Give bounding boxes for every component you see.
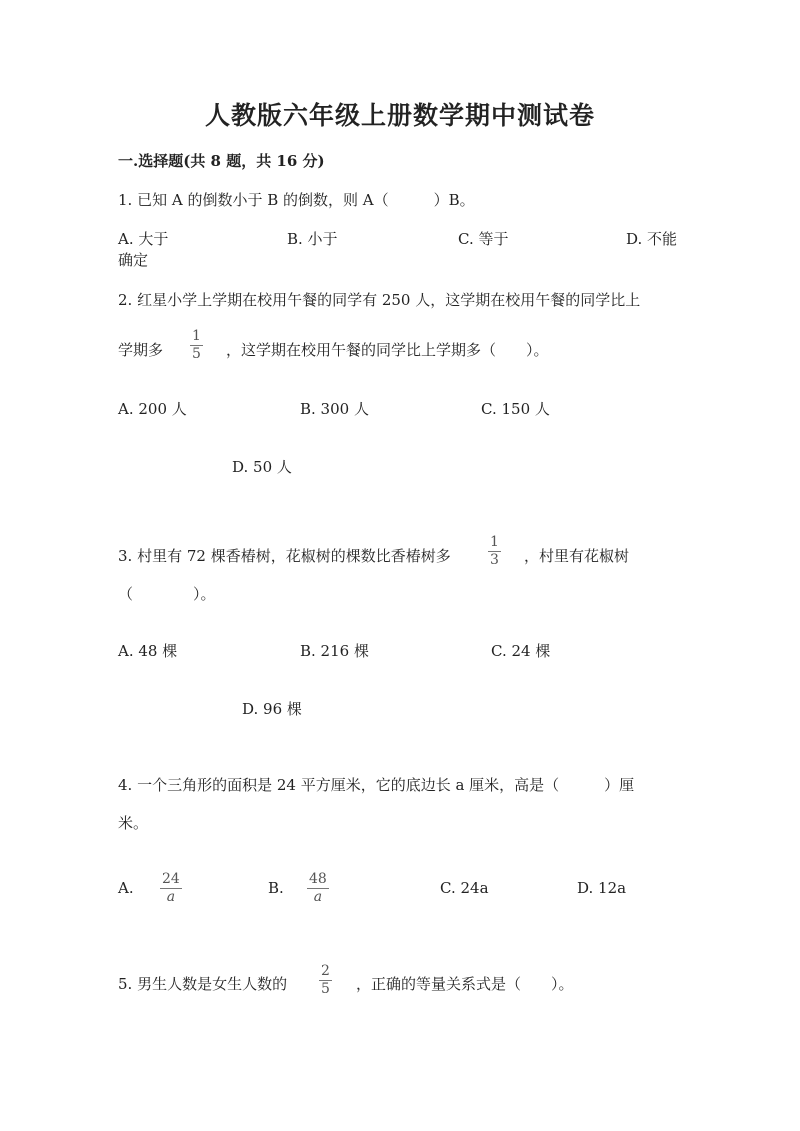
fraction-numerator: 24 [162,871,180,887]
question-2-line-2-end: ，这学期在校用午餐的同学比上学期多（ ）。 [226,341,549,359]
question-3-option-d: D. 96 棵 [242,700,302,718]
question-2-option-d: D. 50 人 [232,458,292,476]
question-5-fraction [319,964,332,996]
question-1-option-d-wrap: 确定 [118,251,149,269]
question-2-line-2-start: 学期多 [118,341,164,359]
question-1-option-c: C. 等于 [458,230,509,248]
fraction-numerator: 2 [321,963,330,979]
question-4-line-2: 米。 [118,814,149,832]
question-4-option-a-label: A. [118,879,134,897]
question-5-line-1-start: 5. 男生人数是女生人数的 [118,975,288,993]
question-3-fraction [488,535,501,567]
question-1-option-d: D. 不能 [626,230,678,248]
question-1-text: 1. 已知 A 的倒数小于 B 的倒数，则 A（ ）B。 [118,191,475,209]
question-4-option-b-label: B. [268,879,284,897]
question-2-option-b: B. 300 人 [300,400,369,418]
section-heading: 一.选择题(共 8 题，共 16 分) [118,152,325,170]
question-2-line-1: 2. 红星小学上学期在校用午餐的同学有 250 人，这学期在校用午餐的同学比上 [118,291,641,309]
fraction-numerator: 48 [309,871,327,887]
question-3-option-b: B. 216 棵 [300,642,369,660]
question-3-line-1-start: 3. 村里有 72 棵香椿树，花椒树的棵数比香椿树多 [118,547,451,565]
fraction-denominator: a [166,888,176,905]
question-4-option-b-fraction [307,872,329,904]
question-4-option-c: C. 24a [440,879,489,897]
question-3-option-a: A. 48 棵 [118,642,178,660]
question-2-option-a: A. 200 人 [118,400,187,418]
page-title: 人教版六年级上册数学期中测试卷 [204,101,595,130]
fraction-numerator: 1 [192,328,201,344]
question-4-option-a-fraction [160,872,182,904]
fraction-denominator: 3 [490,551,499,568]
fraction-numerator: 1 [490,534,499,550]
fraction-denominator: 5 [192,345,201,362]
question-3-option-c: C. 24 棵 [491,642,551,660]
question-3-line-2: （ ）。 [118,585,216,603]
question-1-option-a: A. 大于 [118,230,169,248]
question-1-option-b: B. 小于 [287,230,338,248]
question-2-fraction [190,329,203,361]
fraction-denominator: 5 [321,980,330,997]
question-4-option-d: D. 12a [577,879,627,897]
question-4-line-1: 4. 一个三角形的面积是 24 平方厘米，它的底边长 a 厘米，高是（ ）厘 [118,776,635,794]
question-3-line-1-end: ，村里有花椒树 [524,547,630,565]
question-5-line-1-end: ，正确的等量关系式是（ ）。 [356,975,574,993]
question-2-option-c: C. 150 人 [481,400,550,418]
fraction-denominator: a [313,888,323,905]
